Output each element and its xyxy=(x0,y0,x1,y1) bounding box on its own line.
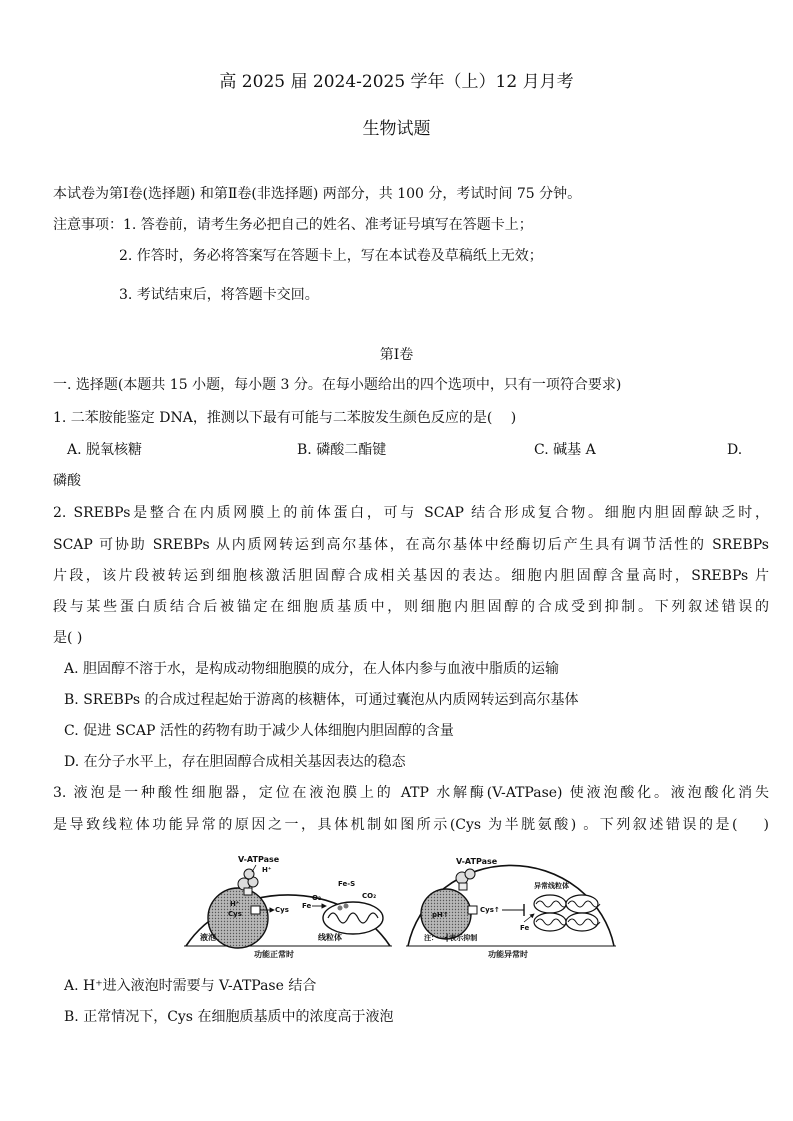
exam-title: 高 2025 届 2024-2025 学年（上）12 月月考 xyxy=(219,72,574,92)
label-fe: Fe xyxy=(302,902,312,910)
label-cys-inside: Cys xyxy=(228,910,242,918)
normal-vacuole xyxy=(208,888,268,948)
section-title: 第Ⅰ卷 xyxy=(379,347,414,363)
q2-option-d: D. 在分子水平上，存在胆固醇合成相关基因表达的稳态 xyxy=(64,754,406,770)
label-v-atpase: V-ATPase xyxy=(238,855,280,864)
q2-line-3: 片段，该片段被转运到细胞核激活胆固醇合成相关基因的表达。细胞内胆固醇含量高时，SREBPs 片 xyxy=(53,568,769,584)
note-3: 3. 考试结束后，将答题卡交回。 xyxy=(119,287,319,303)
label-normal: 功能正常时 xyxy=(254,950,294,959)
section-instruction: 一. 选择题(本题共 15 小题，每小题 3 分。在每小题给出的四个选项中，只有一项符合要求) xyxy=(53,377,622,393)
label-cys-up: Cys↑ xyxy=(480,906,500,914)
label-co2: CO₂ xyxy=(362,892,377,900)
q2-option-b: B. SREBPs 的合成过程起始于游离的核糖体，可通过囊泡从内质网转运到高尔基体 xyxy=(64,692,579,708)
q1-option-a: A. 脱氧核糖 xyxy=(67,442,143,458)
label-vacuole: 液泡 xyxy=(200,933,216,942)
q1-option-d: D. xyxy=(727,442,743,458)
q3-option-a: A. H⁺进入液泡时需要与 V-ATPase 结合 xyxy=(64,978,317,994)
label-h-inside: H⁺ xyxy=(230,900,240,908)
label-abnormal-mito: 异常线粒体 xyxy=(534,882,569,890)
q1-option-c: C. 碱基 A xyxy=(534,442,596,458)
label-abnormal: 功能异常时 xyxy=(488,950,528,959)
q2-line-1: 2. SREBPs是整合在内质网膜上的前体蛋白，可与 SCAP 结合形成复合物。细胞内胆固醇缺乏时， xyxy=(53,505,769,521)
q1-option-d-text: 磷酸 xyxy=(53,473,81,489)
note-1: 注意事项：1. 答卷前，请考生务必把自己的姓名、准考证号填写在答题卡上； xyxy=(53,217,533,233)
q2-line-5: 是( ) xyxy=(53,630,83,646)
label-cys-outside: Cys xyxy=(275,906,289,914)
intro-line: 本试卷为第Ⅰ卷(选择题) 和第Ⅱ卷(非选择题) 两部分，共 100 分，考试时间 75 分钟。 xyxy=(53,186,582,202)
label-legend: 注：—┫表示抑制 xyxy=(424,934,478,942)
label-v-atpase-abnormal: V-ATPase xyxy=(456,857,498,866)
label-ph: pH↑ xyxy=(432,911,449,919)
q2-option-a: A. 胆固醇不溶于水，是构成动物细胞膜的成分，在人体内参与血液中脂质的运输 xyxy=(64,661,560,677)
abnormal-v-atpase xyxy=(456,869,475,890)
label-fes: Fe-S xyxy=(338,880,356,888)
q3-figure xyxy=(178,842,618,960)
q2-line-4: 段与某些蛋白质结合后被锚定在细胞质基质中，则细胞内胆固醇的合成受到抑制。下列叙述错误的 xyxy=(53,599,769,615)
label-h-outside: H⁺ xyxy=(262,866,272,874)
q3-line-1: 3. 液泡是一种酸性细胞器，定位在液泡膜上的 ATP 水解酶(V-ATPase) 使液泡酸化。液泡酸化消失 xyxy=(53,785,769,801)
label-fe-abnormal: Fe xyxy=(520,924,530,932)
q2-option-c: C. 促进 SCAP 活性的药物有助于减少人体细胞内胆固醇的含量 xyxy=(64,723,454,739)
normal-mitochondrion xyxy=(323,902,383,934)
q1-option-b: B. 磷酸二酯键 xyxy=(297,442,387,458)
q3-line-2: 是导致线粒体功能异常的原因之一，具体机制如图所示(Cys 为半胱氨酸) 。下列叙述错误的是( ) xyxy=(53,817,769,833)
label-o2: O₂ xyxy=(312,894,322,902)
q1-stem: 1. 二苯胺能鉴定 DNA，推测以下最有可能与二苯胺发生颜色反应的是( ) xyxy=(53,410,517,426)
q3-option-b: B. 正常情况下，Cys 在细胞质基质中的浓度高于液泡 xyxy=(64,1009,394,1025)
label-mito: 线粒体 xyxy=(318,933,342,942)
subject-title: 生物试题 xyxy=(362,119,431,139)
q2-line-2: SCAP 可协助 SREBPs 从内质网转运到高尔基体，在高尔基体中经酶切后产生具有调节活性的 SREBPs xyxy=(53,537,769,553)
note-2: 2. 作答时，务必将答案写在答题卡上，写在本试卷及草稿纸上无效； xyxy=(119,248,543,264)
abnormal-mitochondria xyxy=(534,895,600,931)
